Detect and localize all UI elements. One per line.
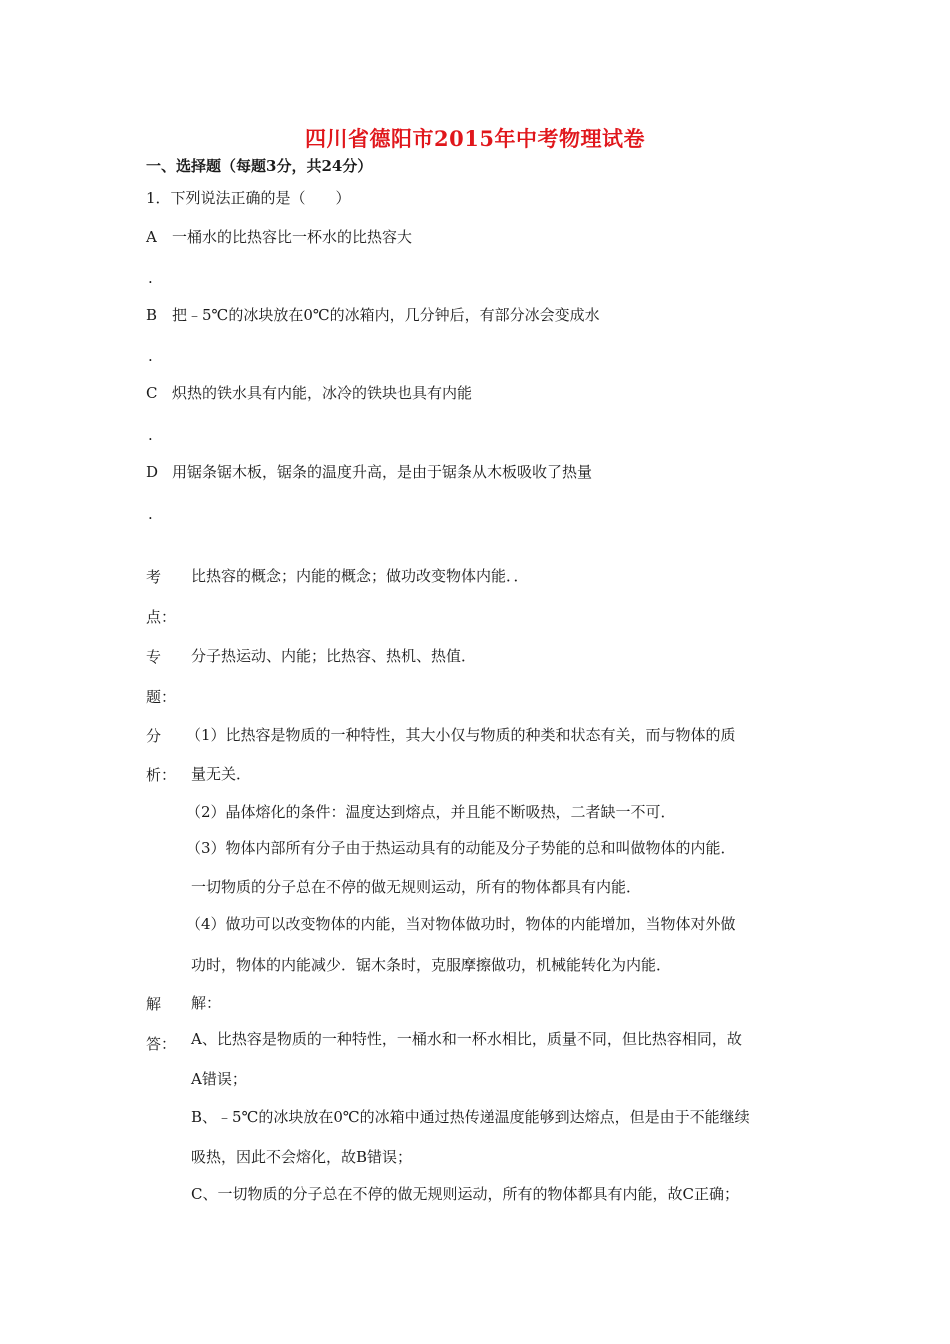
fenxi-line-2: 量无关． xyxy=(191,765,252,783)
option-c-text: 炽热的铁水具有内能，冰冷的铁块也具有内能 xyxy=(172,384,473,402)
fenxi-line-4: （3）物体内部所有分子由于热运动具有的动能及分子势能的总和叫做物体的内能． xyxy=(186,839,736,857)
option-b-text: 把﹣5℃的冰块放在0℃的冰箱内，几分钟后，有部分冰会变成水 xyxy=(172,306,600,324)
fenxi-line-5: 一切物质的分子总在不停的做无规则运动，所有的物体都具有内能． xyxy=(191,878,642,896)
jieda-label-1: 解 xyxy=(146,995,162,1013)
option-c-letter: C xyxy=(146,384,158,402)
option-d-letter: D xyxy=(146,463,159,481)
fenxi-label-2: 析： xyxy=(146,766,177,784)
jieda-line-4: B、﹣5℃的冰块放在0℃的冰箱中通过热传递温度能够到达熔点，但是由于不能继续 xyxy=(191,1108,750,1126)
kaodian-label-1: 考 xyxy=(146,568,162,586)
option-a-text: 一桶水的比热容比一杯水的比热容大 xyxy=(172,228,413,246)
section-heading: 一、选择题（每题3分，共24分） xyxy=(146,157,373,175)
jieda-line-5: 吸热，因此不会熔化，故B错误； xyxy=(191,1148,413,1166)
option-b-dot: . xyxy=(148,347,153,365)
jieda-line-6: C、一切物质的分子总在不停的做无规则运动，所有的物体都具有内能，故C正确； xyxy=(191,1185,739,1203)
zhuanti-label-1: 专 xyxy=(146,648,162,666)
fenxi-label-1: 分 xyxy=(146,727,162,745)
question-stem: 1．下列说法正确的是（ ） xyxy=(146,189,351,207)
page-title: 四川省德阳市2015年中考物理试卷 xyxy=(305,126,645,151)
option-d-dot: . xyxy=(148,505,153,523)
fenxi-line-7: 功时，物体的内能减少．锯木条时，克服摩擦做功，机械能转化为内能． xyxy=(191,956,672,974)
kaodian-text: 比热容的概念；内能的概念；做功改变物体内能．． xyxy=(191,567,529,585)
jieda-line-3: A错误； xyxy=(191,1070,247,1088)
option-d-text: 用锯条锯木板，锯条的温度升高，是由于锯条从木板吸收了热量 xyxy=(172,463,593,481)
fenxi-line-6: （4）做功可以改变物体的内能，当对物体做功时，物体的内能增加，当物体对外做 xyxy=(186,915,736,933)
option-a-dot: . xyxy=(148,269,153,287)
option-b-letter: B xyxy=(146,306,158,324)
fenxi-line-3: （2）晶体熔化的条件：温度达到熔点，并且能不断吸热，二者缺一不可． xyxy=(186,803,676,821)
zhuanti-text: 分子热运动、内能；比热容、热机、热值． xyxy=(191,647,477,665)
jieda-label-2: 答： xyxy=(146,1035,177,1053)
zhuanti-label-2: 题： xyxy=(146,688,177,706)
option-a-letter: A xyxy=(146,228,157,246)
fenxi-line-1: （1）比热容是物质的一种特性，其大小仅与物质的种类和状态有关，而与物体的质 xyxy=(186,726,736,744)
jieda-line-2: A、比热容是物质的一种特性，一桶水和一杯水相比，质量不同，但比热容相同，故 xyxy=(191,1030,742,1048)
option-c-dot: . xyxy=(148,426,153,444)
jieda-line-1: 解： xyxy=(191,994,222,1012)
kaodian-label-2: 点： xyxy=(146,608,177,626)
